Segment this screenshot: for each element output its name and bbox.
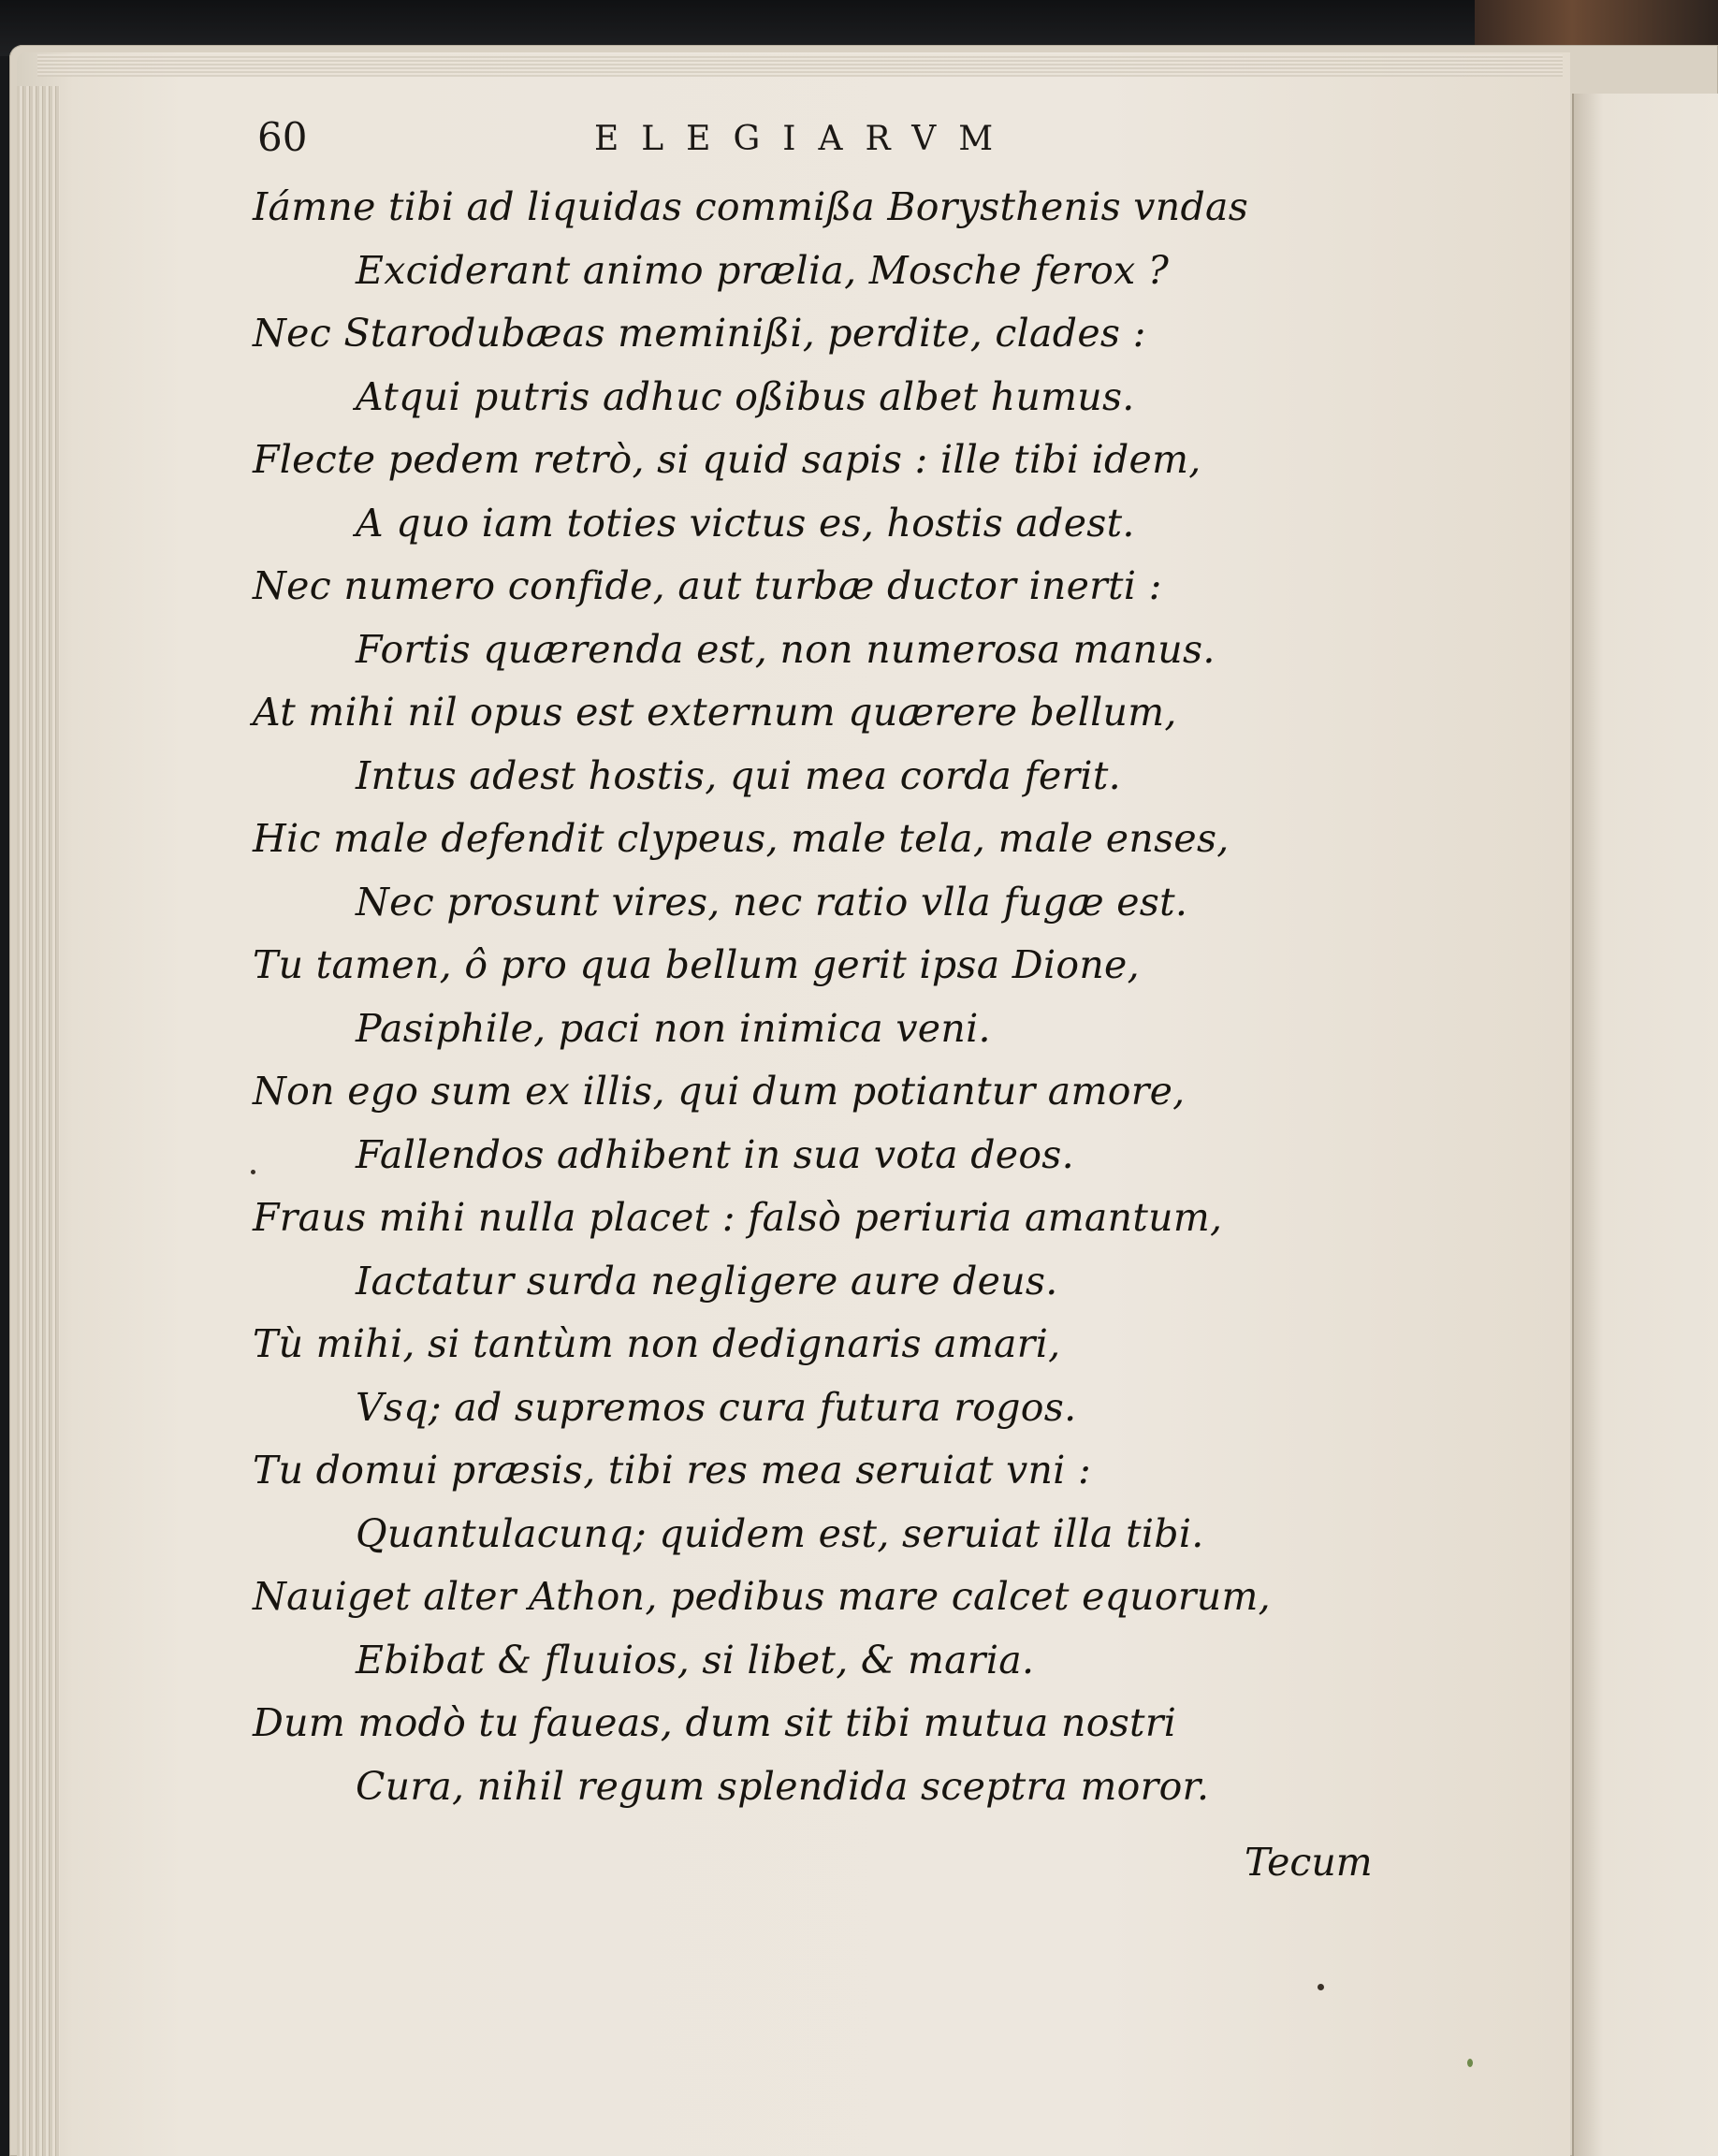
poem-text xyxy=(253,176,1432,1818)
verse-line: Iactatur surda negligere aure deus. xyxy=(356,1258,1058,1304)
verse-line: Exciderant animo prælia, Mosche ferox ? xyxy=(356,247,1170,293)
catchword: Tecum xyxy=(1245,1840,1373,1885)
verse-line: Intus adest hostis, qui mea corda ferit. xyxy=(356,752,1121,798)
verse-line: Tù mihi, si tantùm non dedignaris amari, xyxy=(253,1321,1061,1366)
verse-line: Nec Starodubæas meminißi, perdite, clades : xyxy=(253,311,1146,356)
verse-line: Fortis quærenda est, non numerosa manus. xyxy=(356,626,1216,672)
page-number: 60 xyxy=(257,114,308,160)
verse-line: Flecte pedem retrò, si quid sapis : ille tibi idem, xyxy=(253,437,1201,482)
verse-line: Non ego sum ex illis, qui dum potiantur amore, xyxy=(253,1069,1186,1114)
verse-line: Dum modò tu faueas, dum sit tibi mutua nostri xyxy=(253,1700,1177,1745)
verse-line: At mihi nil opus est externum quærere bellum, xyxy=(253,690,1177,735)
verse-line: Nauiget alter Athon, pedibus mare calcet equorum, xyxy=(253,1574,1271,1619)
verse-line: Vsq; ad supremos cura futura rogos. xyxy=(356,1384,1077,1430)
verse-line: Fraus mihi nulla placet : falsò periuria amantum, xyxy=(253,1195,1223,1240)
verse-line: Ebibat & fluuios, si libet, & maria. xyxy=(356,1637,1035,1683)
verse-line: Nec prosunt vires, nec ratio vlla fugæ est. xyxy=(356,879,1188,925)
page-top-edge xyxy=(37,54,1563,77)
verse-line: Pasiphile, paci non inimica veni. xyxy=(356,1005,991,1051)
verse-line: Hic male defendit clypeus, male tela, male enses, xyxy=(253,816,1230,861)
page-header xyxy=(257,114,1193,170)
verse-line: Tu tamen, ô pro qua bellum gerit ipsa Dione, xyxy=(253,942,1140,987)
verse-line: Atqui putris adhuc oßibus albet humus. xyxy=(356,373,1135,419)
ink-speck xyxy=(1467,2059,1473,2067)
ink-speck xyxy=(1318,1984,1324,1990)
verse-line: Quantulacunq; quidem est, seruiat illa tibi. xyxy=(356,1510,1204,1556)
verse-line: Tu domui præsis, tibi res mea seruiat vni : xyxy=(253,1448,1092,1493)
facing-page-edge xyxy=(1572,94,1718,2156)
page-stack-edge xyxy=(17,86,60,2156)
running-head: ELEGIARVM xyxy=(594,120,1016,158)
verse-line: A quo iam toties victus es, hostis adest. xyxy=(356,500,1135,546)
verse-line: Fallendos adhibent in sua vota deos. xyxy=(356,1131,1074,1177)
verse-line: Nec numero confide, aut turbæ ductor inerti : xyxy=(253,563,1162,608)
verse-line: Cura, nihil regum splendida sceptra moror. xyxy=(356,1763,1210,1809)
ink-speck xyxy=(251,1170,255,1174)
verse-line: Iámne tibi ad liquidas commißa Borysthenis vndas xyxy=(253,184,1249,229)
